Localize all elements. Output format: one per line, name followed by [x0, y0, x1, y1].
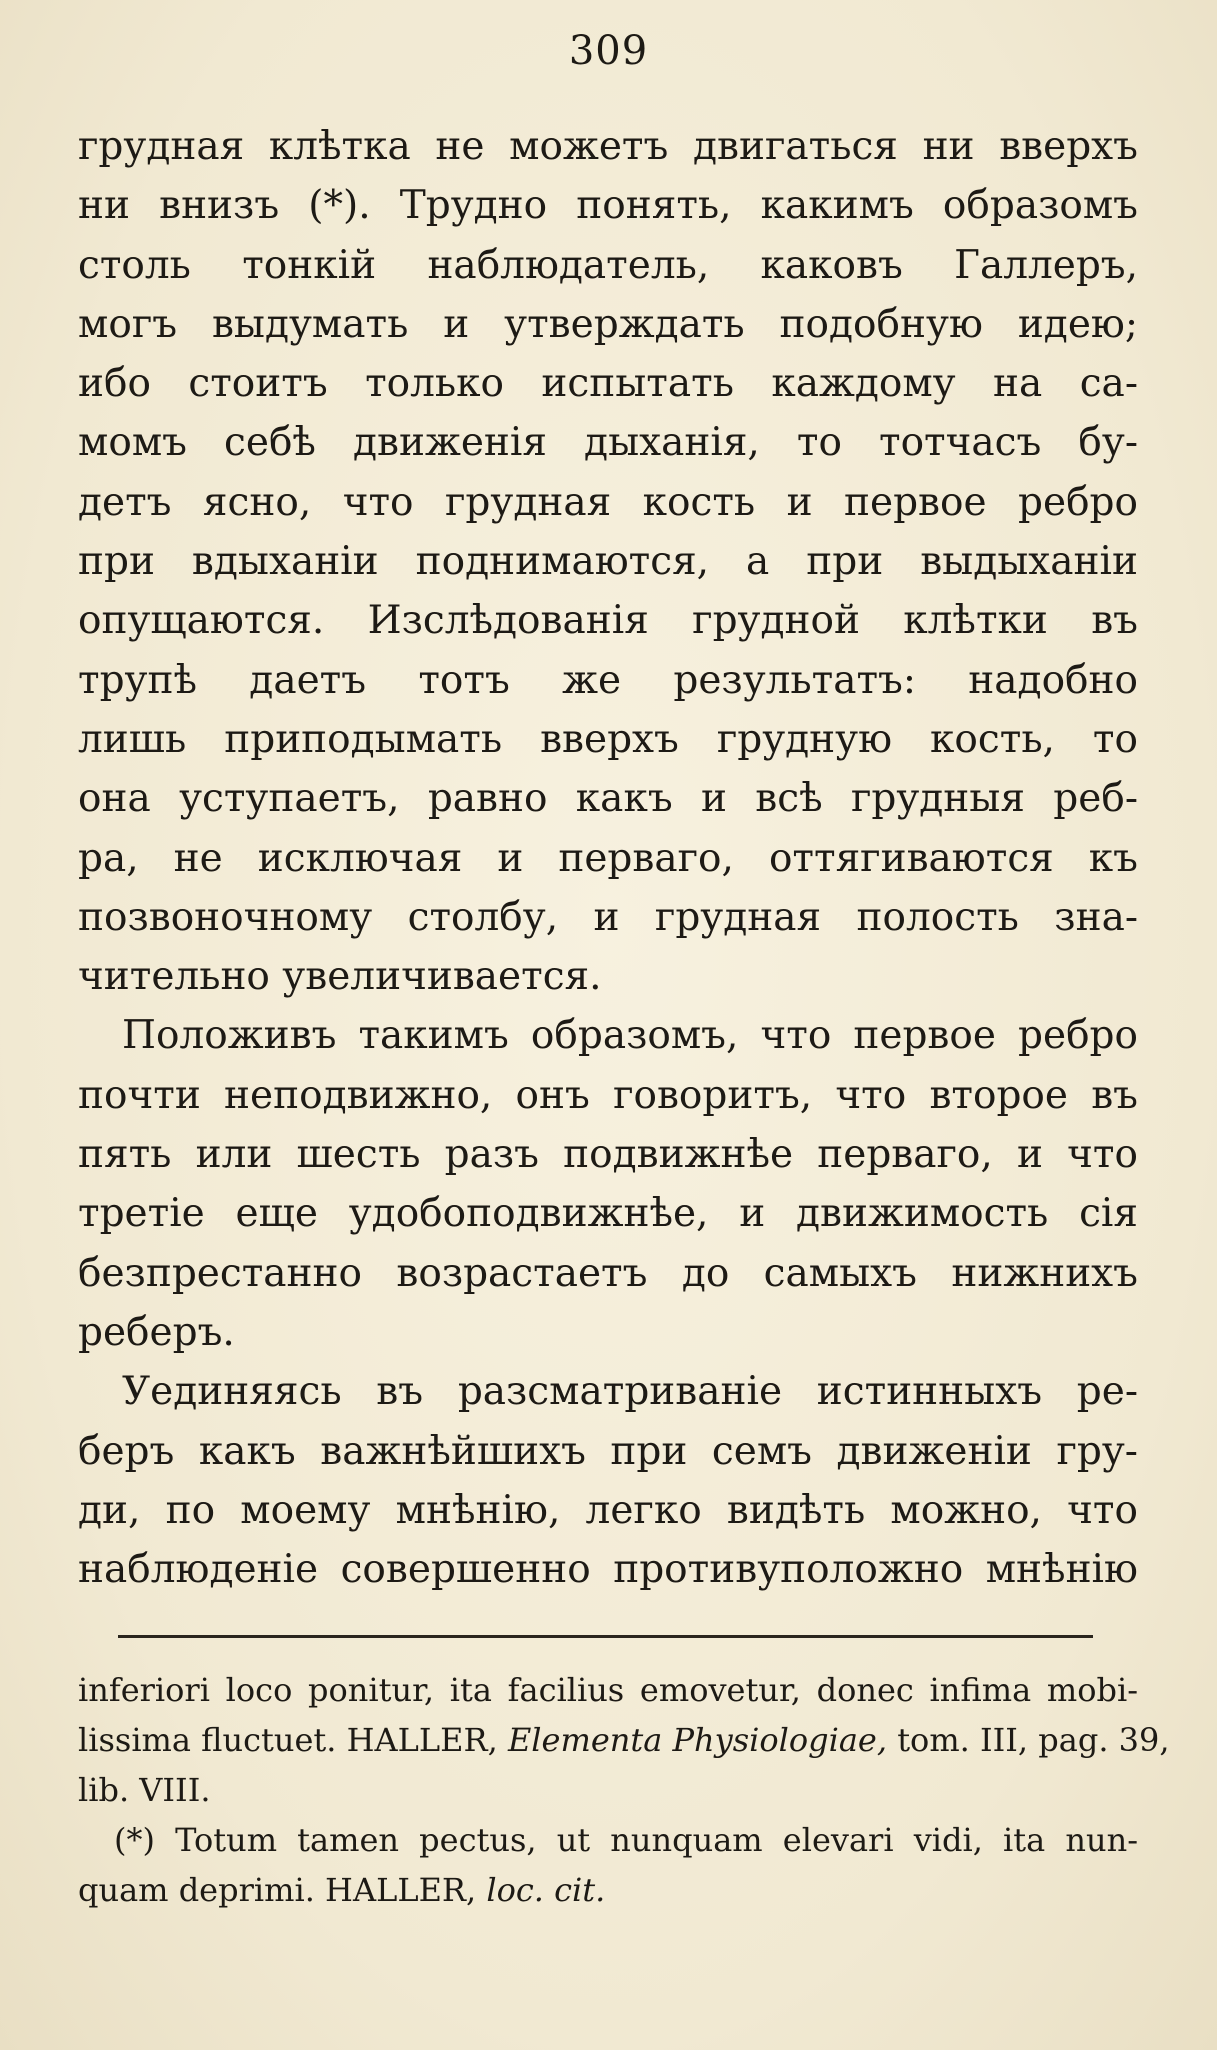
page-number: 309 — [568, 28, 649, 74]
text-line: почти неподвижно, онъ говоритъ, что второе въ — [78, 1072, 1138, 1118]
text-line: безпрестанно возрастаетъ до самыхъ нижнихъ — [78, 1250, 1138, 1296]
text-line: лишь приподымать вверхъ грудную кость, то — [78, 716, 1138, 762]
text-line: ибо стоитъ только испытать каждому на са- — [78, 361, 1138, 407]
citation-title: Elementa Physiologiae, — [507, 1721, 888, 1759]
text-line: момъ себѣ движенія дыханія, то тотчасъ бу- — [78, 420, 1138, 466]
footnote-asterisk — [78, 1815, 1138, 1915]
text-line: трупѣ даетъ тотъ же результатъ: надобно — [78, 657, 1138, 703]
text-line: реберъ. — [78, 1309, 235, 1355]
text-line: опущаются. Изслѣдованія грудной клѣтки въ — [78, 598, 1138, 644]
text-line: ра, не исключая и перваго, оттягиваются къ — [78, 835, 1138, 881]
footnote-line — [78, 1865, 1138, 1915]
paragraph-1 — [78, 117, 1138, 1006]
footnote-separator — [118, 1635, 1093, 1638]
text-line: ди, по моему мнѣнію, легко видѣть можно, что — [78, 1487, 1138, 1533]
citation-reference: loc. cit. — [486, 1871, 606, 1909]
footnote-text: tom. III, pag. 39, — [887, 1721, 1170, 1759]
footnote-continued — [78, 1665, 1170, 1815]
text-line: ни внизъ (*). Трудно понять, какимъ образомъ — [78, 183, 1138, 229]
text-line: чительно увеличивается. — [78, 954, 602, 1000]
paragraph-3 — [78, 1362, 1138, 1599]
text-line: она уступаетъ, равно какъ и всѣ грудныя реб- — [78, 776, 1138, 822]
text-line: при вдыханіи поднимаются, а при выдыханіи — [78, 539, 1138, 585]
text-line: третіе еще удобоподвижнѣе, и движимость сія — [78, 1191, 1138, 1237]
text-line: грудная клѣтка не можетъ двигаться ни вверхъ — [78, 124, 1138, 169]
footnote-text: quam deprimi. HALLER, — [78, 1871, 487, 1909]
text-line: детъ ясно, что грудная кость и первое ребро — [78, 479, 1138, 525]
text-line: позвоночному столбу, и грудная полость зна- — [78, 894, 1138, 940]
text-line: Уединяясь въ разсматриваніе истинныхъ ре- — [122, 1369, 1138, 1415]
footnote-text: lissima fluctuet. HALLER, — [78, 1721, 508, 1759]
footnote-line: (*) Totum tamen pectus, ut nunquam elevari vidi, ita nun- — [114, 1821, 1138, 1859]
text-line: беръ какъ важнѣйшихъ при семъ движеніи гру- — [78, 1428, 1138, 1474]
footnote-line — [78, 1715, 1170, 1765]
text-line: могъ выдумать и утверждать подобную идею; — [78, 301, 1138, 347]
paragraph-2 — [78, 1006, 1138, 1362]
main-text — [78, 117, 1138, 1599]
footnote-line: lib. VIII. — [78, 1771, 211, 1809]
text-line: пять или шесть разъ подвижнѣе перваго, и что — [78, 1132, 1138, 1178]
footnotes — [78, 1665, 1170, 1915]
footnote-line: inferiori loco ponitur, ita facilius emovetur, donec infima mobi- — [78, 1671, 1138, 1709]
text-line: Положивъ такимъ образомъ, что первое ребро — [122, 1013, 1138, 1059]
text-line: столь тонкій наблюдатель, каковъ Галлеръ, — [78, 242, 1138, 288]
text-line: наблюденіе совершенно противуположно мнѣнію — [78, 1547, 1138, 1593]
